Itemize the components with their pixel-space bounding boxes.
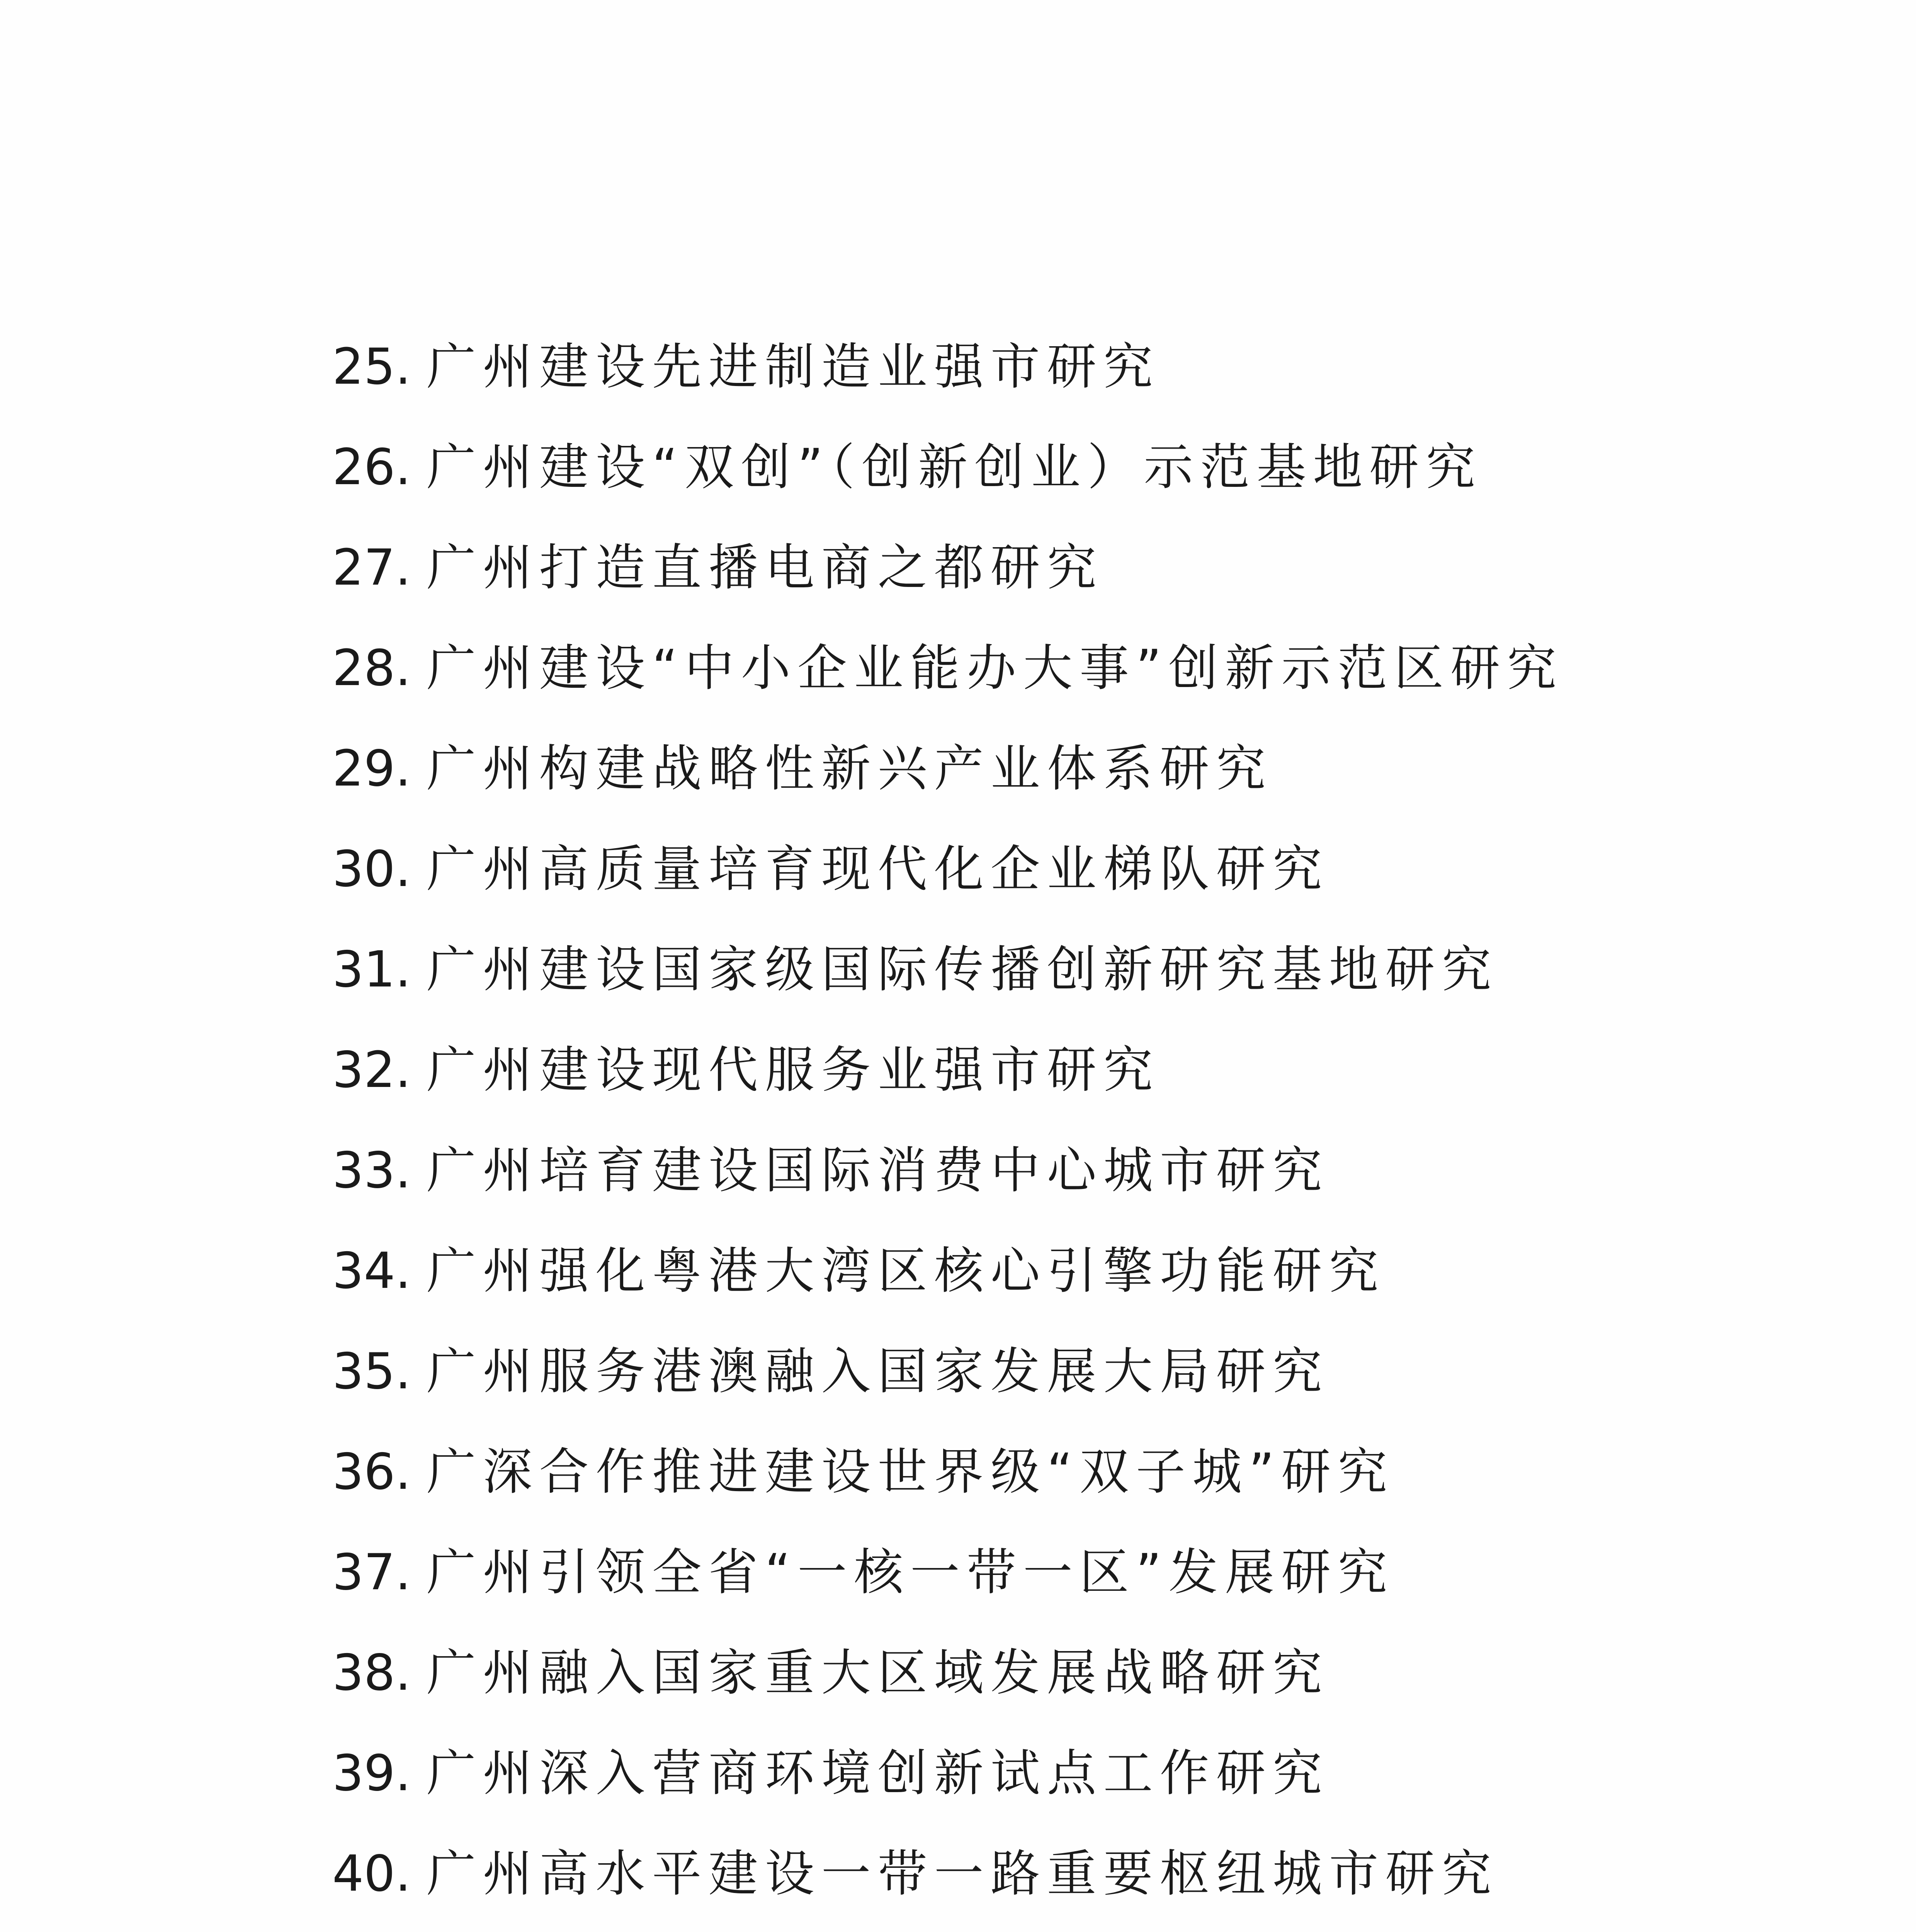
item-number: 40. xyxy=(332,1845,411,1903)
item-text: 广州服务港澳融入国家发展大局研究 xyxy=(426,1343,1329,1400)
item-number: 33. xyxy=(332,1142,411,1199)
item-number: 36. xyxy=(332,1443,411,1501)
list-item xyxy=(332,1236,1386,1306)
item-number: 32. xyxy=(332,1041,411,1099)
item-number: 27. xyxy=(332,539,411,597)
list-item xyxy=(332,1036,1160,1105)
list-item xyxy=(332,1437,1394,1507)
item-number: 35. xyxy=(332,1343,411,1400)
item-text: 广州强化粤港大湾区核心引擎功能研究 xyxy=(426,1242,1386,1300)
list-item xyxy=(332,433,1482,502)
item-text: 广州培育建设国际消费中心城市研究 xyxy=(426,1142,1329,1199)
item-number: 39. xyxy=(332,1745,411,1802)
item-text: 广州建设国家级国际传播创新研究基地研究 xyxy=(426,941,1498,998)
list-item xyxy=(332,734,1273,804)
item-text: 广州建设“中小企业能办大事”创新示范区研究 xyxy=(426,639,1564,697)
list-item xyxy=(332,1638,1329,1708)
list-item xyxy=(332,1839,1498,1909)
list-item xyxy=(332,332,1160,402)
list-item xyxy=(332,1337,1329,1406)
item-text: 广州建设先进制造业强市研究 xyxy=(426,338,1160,396)
item-number: 34. xyxy=(332,1242,411,1300)
item-text: 广州引领全省“一核一带一区”发展研究 xyxy=(426,1544,1394,1601)
list-item xyxy=(332,1739,1329,1808)
item-number: 37. xyxy=(332,1544,411,1601)
item-number: 31. xyxy=(332,941,411,998)
item-number: 29. xyxy=(332,740,411,798)
item-text: 广州打造直播电商之都研究 xyxy=(426,539,1103,597)
item-number: 30. xyxy=(332,840,411,898)
item-text: 广深合作推进建设世界级“双子城”研究 xyxy=(426,1443,1394,1501)
item-number: 26. xyxy=(332,439,411,496)
item-number: 38. xyxy=(332,1644,411,1702)
item-text: 广州建设“双创”（创新创业）示范基地研究 xyxy=(426,439,1482,496)
list-item xyxy=(332,1538,1394,1607)
item-text: 广州高水平建设一带一路重要枢纽城市研究 xyxy=(426,1845,1498,1903)
list-item xyxy=(332,835,1329,904)
list-item xyxy=(332,935,1498,1005)
list-item xyxy=(332,1136,1329,1206)
item-text: 广州建设现代服务业强市研究 xyxy=(426,1041,1160,1099)
item-number: 25. xyxy=(332,338,411,396)
item-text: 广州高质量培育现代化企业梯队研究 xyxy=(426,840,1329,898)
item-text: 广州构建战略性新兴产业体系研究 xyxy=(426,740,1273,798)
item-text: 广州融入国家重大区域发展战略研究 xyxy=(426,1644,1329,1702)
item-text: 广州深入营商环境创新试点工作研究 xyxy=(426,1745,1329,1802)
item-number: 28. xyxy=(332,639,411,697)
list-item xyxy=(332,533,1103,603)
list-item xyxy=(332,634,1563,703)
